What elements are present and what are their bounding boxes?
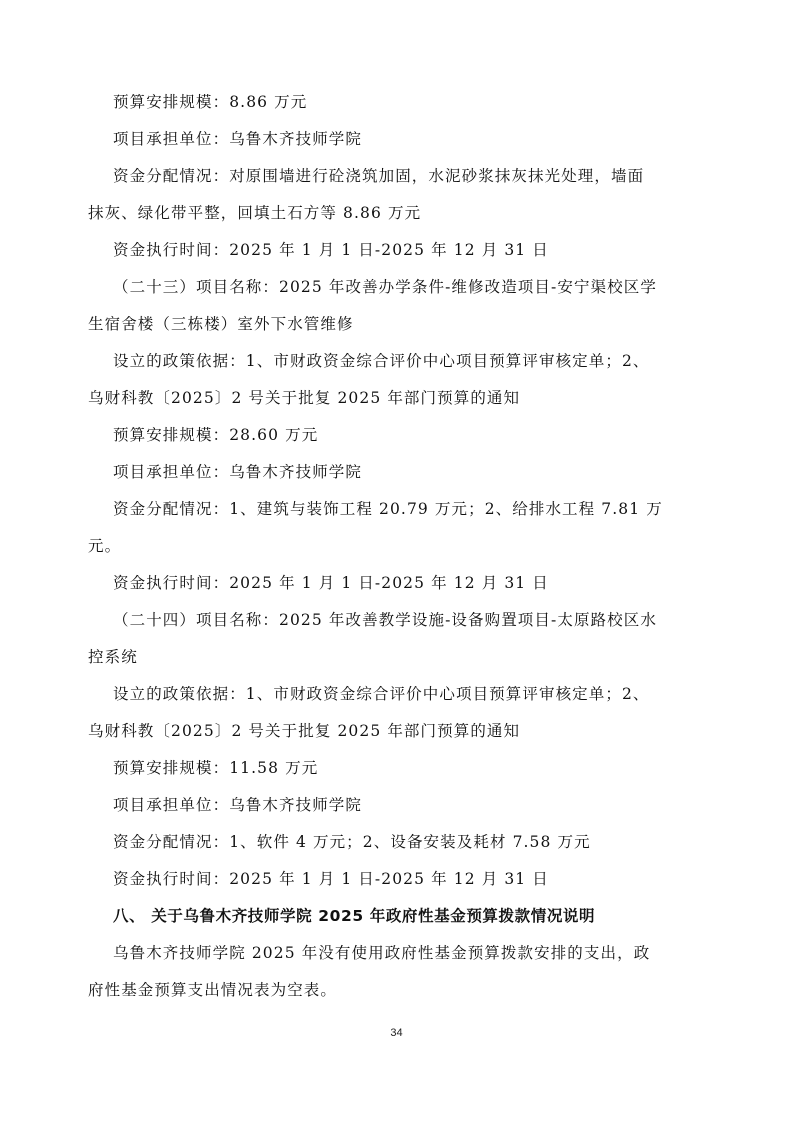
- allocation-line-continued: 元。: [88, 537, 122, 555]
- allocation-line: 资金分配情况：对原围墙进行砼浇筑加固，水泥砂浆抹灰抹光处理，墙面: [113, 167, 645, 185]
- policy-basis-line: 设立的政策依据：1、市财政资金综合评价中心项目预算评审核定单；2、: [113, 685, 650, 703]
- budget-scale-line: 预算安排规模：8.86 万元: [113, 93, 308, 111]
- unit-line: 项目承担单位：乌鲁木齐技师学院: [113, 463, 363, 481]
- budget-scale-line: 预算安排规模：11.58 万元: [113, 759, 319, 777]
- allocation-line: 资金分配情况：1、建筑与装饰工程 20.79 万元；2、给排水工程 7.81 万: [113, 500, 663, 518]
- project-23-title-line: （二十三）项目名称：2025 年改善办学条件-维修改造项目-安宁渠校区学: [113, 278, 657, 296]
- policy-basis-line: 设立的政策依据：1、市财政资金综合评价中心项目预算评审核定单；2、: [113, 352, 650, 370]
- project-23-title-continued: 生宿舍楼（三栋楼）室外下水管维修: [88, 315, 354, 333]
- allocation-line-continued: 抹灰、绿化带平整，回填土石方等 8.86 万元: [88, 204, 422, 222]
- execution-time-line: 资金执行时间：2025 年 1 月 1 日-2025 年 12 月 31 日: [113, 574, 549, 592]
- project-24-title-continued: 控系统: [88, 648, 138, 666]
- policy-basis-continued: 乌财科教〔2025〕2 号关于批复 2025 年部门预算的通知: [88, 389, 521, 407]
- allocation-line: 资金分配情况：1、软件 4 万元；2、设备安装及耗材 7.58 万元: [113, 833, 591, 851]
- execution-time-line: 资金执行时间：2025 年 1 月 1 日-2025 年 12 月 31 日: [113, 870, 549, 888]
- unit-line: 项目承担单位：乌鲁木齐技师学院: [113, 796, 363, 814]
- policy-basis-continued: 乌财科教〔2025〕2 号关于批复 2025 年部门预算的通知: [88, 722, 521, 740]
- section-8-body-continued: 府性基金预算支出情况表为空表。: [88, 981, 338, 999]
- unit-line: 项目承担单位：乌鲁木齐技师学院: [113, 130, 363, 148]
- execution-time-line: 资金执行时间：2025 年 1 月 1 日-2025 年 12 月 31 日: [113, 241, 549, 259]
- budget-scale-line: 预算安排规模：28.60 万元: [113, 426, 319, 444]
- project-24-title-line: （二十四）项目名称：2025 年改善教学设施-设备购置项目-太原路校区水: [113, 611, 657, 629]
- section-8-body-line: 乌鲁木齐技师学院 2025 年没有使用政府性基金预算拨款安排的支出，政: [113, 944, 651, 962]
- section-8-heading: 八、 关于乌鲁木齐技师学院 2025 年政府性基金预算拨款情况说明: [113, 907, 596, 925]
- page-number: 34: [390, 1027, 403, 1039]
